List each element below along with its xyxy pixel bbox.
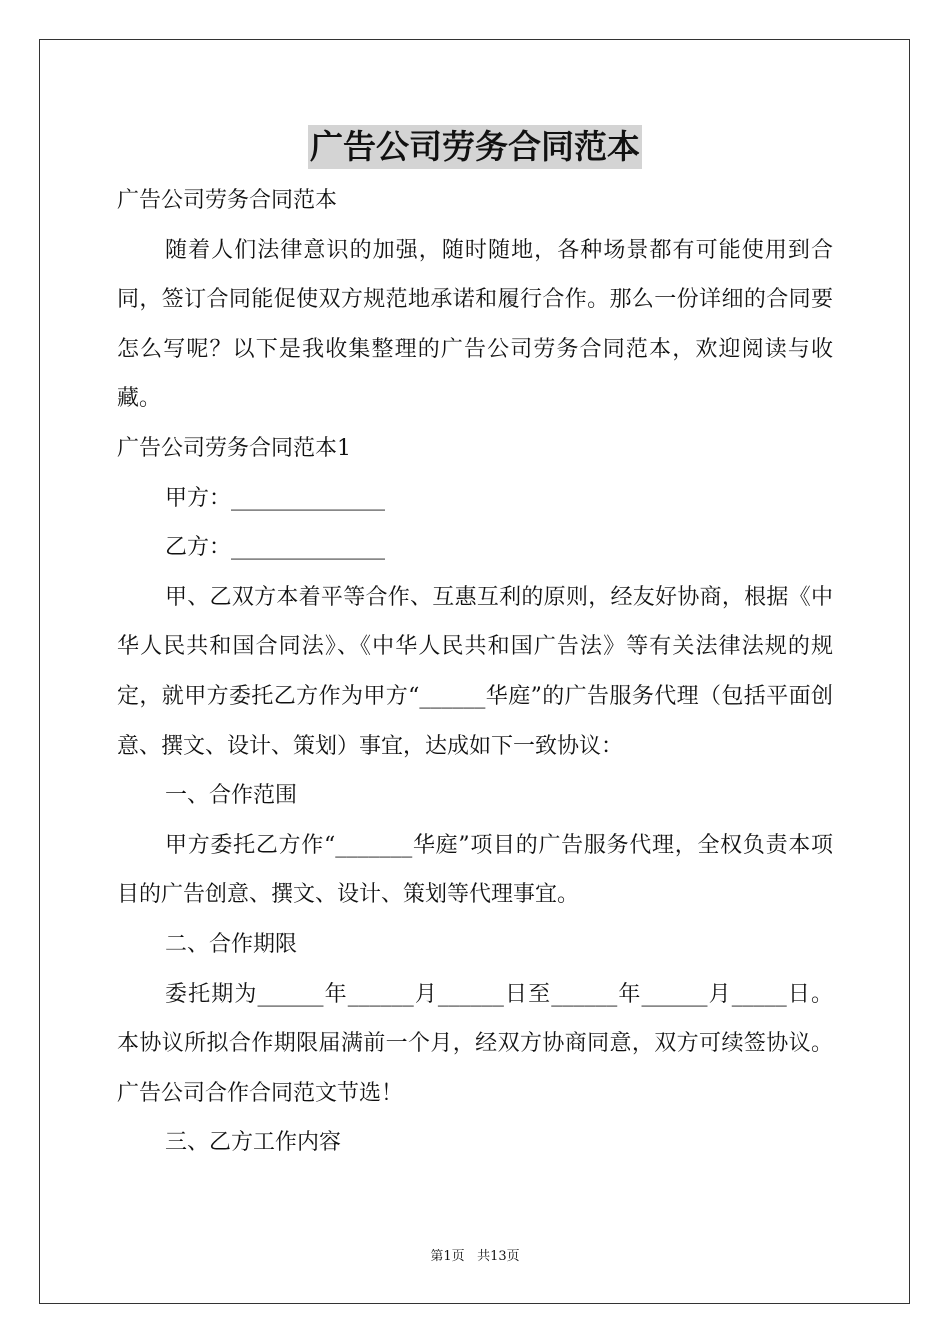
clause-heading-1: 一、合作范围 — [165, 783, 298, 809]
page-number: 第1页 — [430, 1249, 465, 1264]
clause-heading-3: 三、乙方工作内容 — [165, 1130, 342, 1156]
paragraph-intro: 随着人们法律意识的加强，随时随地，各种场景都有可能使用到合同，签订合同能促使双方规范地承诺和履行合作。那么一份详细的合同要怎么写呢？以下是我收集整理的广告公司劳务合同范本，欢迎阅读与收藏。 — [117, 237, 833, 412]
clause-body-1: 甲方委托乙方作“_______华庭”项目的广告服务代理，全权负责本项目的广告创意、撰文、设计、策划等代理事宜。 — [117, 832, 833, 908]
document-title: 广告公司劳务合同范本 — [308, 125, 642, 169]
clause-body-2: 委托期为______年______月______日至______年______月_____日。本协议所拟合作期限届满前一个月，经双方协商同意，双方可续签协议。广告公司合作合同范文节选！ — [117, 981, 833, 1106]
document-body — [117, 176, 833, 1168]
paragraph-preamble: 甲、乙双方本着平等合作、互惠互利的原则，经友好协商，根据《中华人民共和国合同法》、《中华人民共和国广告法》等有关法律法规的规定，就甲方委托乙方作为甲方“______华庭”的广告服务代理（包括平面创意、撰文、设计、策划）事宜，达成如下一致协议： — [117, 584, 833, 759]
title-container — [0, 125, 950, 169]
paragraph-section-heading: 广告公司劳务合同范本1 — [117, 435, 351, 461]
clause-heading-2: 二、合作期限 — [165, 931, 298, 957]
paragraph-party-b: 乙方：______________ — [165, 535, 386, 561]
paragraph-subtitle: 广告公司劳务合同范本 — [117, 188, 338, 213]
page-total: 共13页 — [477, 1249, 520, 1264]
page-footer — [0, 1248, 950, 1266]
paragraph-party-a: 甲方：______________ — [165, 485, 386, 511]
